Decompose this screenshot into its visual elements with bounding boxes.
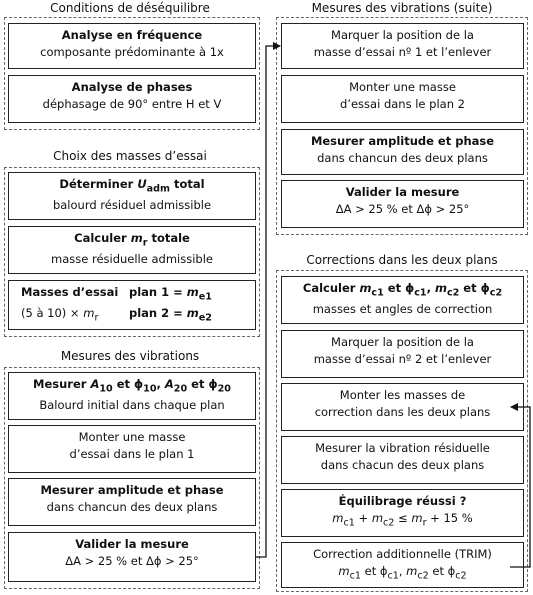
step-sub: $m_{c1} + m_{c2} \le m_r + 15$ % <box>332 511 473 529</box>
step-head: Valider la mesure <box>75 537 189 551</box>
step-line2: dans chacun des deux plans <box>320 458 485 472</box>
group-title-choix: Choix des masses d’essai <box>53 149 207 163</box>
group-title-corrections: Corrections dans les deux plans <box>306 253 498 267</box>
step-sub: déphasage de 90° entre H et V <box>42 97 222 111</box>
step-line1: Monter une masse <box>349 80 456 94</box>
step-head: Mesurer amplitude et phase <box>310 134 495 148</box>
step-line1: Mesurer la vibration résiduelle <box>315 441 490 455</box>
step-sub: dans chancun des deux plans <box>317 151 488 165</box>
group-title-mesures: Mesures des vibrations <box>60 349 200 363</box>
step-line2: masse d’essai nº 2 et l’enlever <box>313 352 492 366</box>
step-head: Équilibrage réussi ? <box>338 494 467 508</box>
step-line1: Monter les masses de <box>339 388 466 402</box>
step-sub: Balourd initial dans chaque plan <box>39 398 225 413</box>
step-sub: masse résiduelle admissible <box>51 252 213 267</box>
group-title-desequilibre: Conditions de déséquilibre <box>50 1 210 15</box>
connector-mesures-to-suite <box>256 46 280 557</box>
group-title-mesures-suite: Mesures des vibrations (suite) <box>311 1 493 15</box>
step-head: Calculer $m_{c1}$ et $\phi_{c1}$, $m_{c2}$ et $\phi_{c2}$ <box>302 281 503 299</box>
step-line1: Monter une masse <box>78 430 186 444</box>
step-line2: $m_{c1}$ et $\phi_{c1}$, $m_{c2}$ et $\phi_{c2}$ <box>338 564 467 582</box>
step-head: Valider la mesure <box>345 185 460 199</box>
masses-row-2: (5 à $10) \times m_r$ plan $2 = m_{e2}$ <box>21 306 212 324</box>
step-head: Mesurer $A_{10}$ et $\phi_{10}$, $A_{20}$ et $\phi_{20}$ <box>33 377 231 395</box>
step-line2: d’essai dans le plan 2 <box>340 97 465 111</box>
step-head: Déterminer $U_{adm}$ total <box>59 177 205 195</box>
step-line1: Correction additionnelle (TRIM) <box>313 547 492 561</box>
step-head: Mesurer amplitude et phase <box>40 483 224 497</box>
step-sub: masses et angles de correction <box>312 302 493 317</box>
step-head: Analyse de phases <box>71 80 193 94</box>
step-line2: masse d’essai nº 1 et l’enlever <box>313 45 492 59</box>
connector-trim-loop <box>510 407 530 567</box>
step-sub: ΔA > 25 % et Δϕ > 25° <box>335 202 470 216</box>
step-sub: composante prédominante à 1x <box>40 45 224 59</box>
step-line2: d’essai dans le plan 1 <box>69 447 195 461</box>
step-head: Analyse en fréquence <box>61 28 203 42</box>
step-line1: Marquer la position de la <box>331 28 474 42</box>
step-sub: dans chancun des deux plans <box>46 500 218 514</box>
step-head: Calculer $m_r$ totale <box>74 231 190 249</box>
masses-row-1: Masses d’essai plan $1 = m_{e1}$ <box>21 285 212 303</box>
step-sub: balourd résiduel admissible <box>52 198 212 213</box>
step-line1: Marquer la position de la <box>331 335 474 349</box>
step-sub: ΔA > 25 % et Δϕ > 25° <box>65 554 199 568</box>
step-line2: correction dans les deux plans <box>314 405 491 419</box>
